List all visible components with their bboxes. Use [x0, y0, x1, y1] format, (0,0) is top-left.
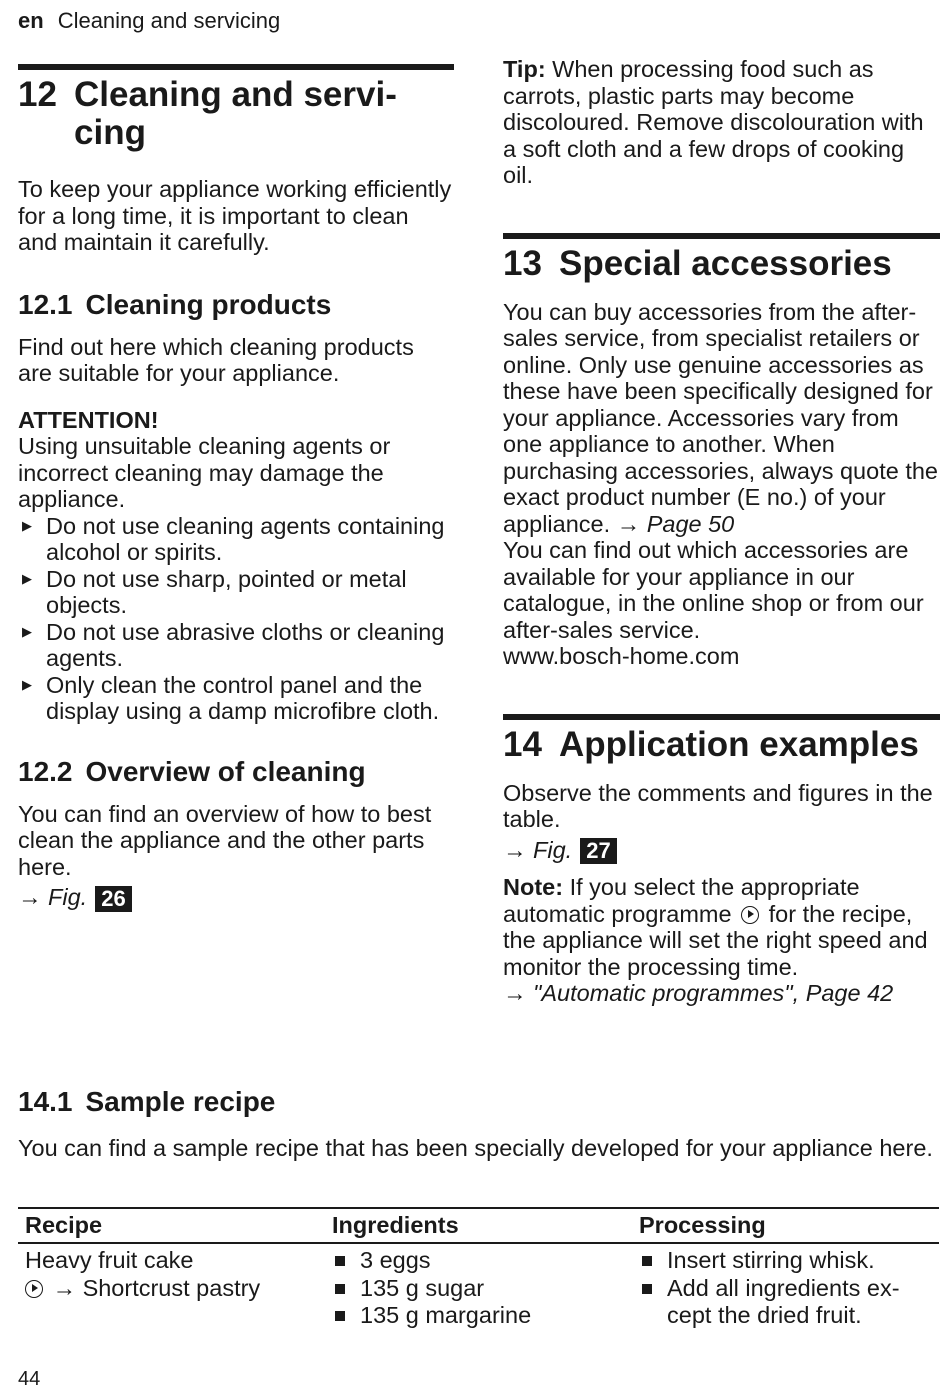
square-bullet-icon	[639, 1275, 667, 1330]
attention-bullet-list	[18, 513, 454, 725]
column-header-ingredients: Ingredients	[325, 1208, 632, 1243]
note-label: Note:	[503, 874, 564, 901]
figure-reference-27[interactable]: → Fig. 27	[503, 837, 940, 865]
section-13-text-2: You can find out which accessories are available for your appliance in our catalogue, in the online shop or from our after-sales service.	[503, 537, 924, 643]
square-bullet-icon	[332, 1302, 360, 1330]
section-12-rule	[18, 64, 454, 70]
note-paragraph: Note: If you select the appropriate automatic programme for the recipe, the appliance will set the right speed and monitor the processing time.	[503, 874, 928, 980]
automatic-programmes-reference[interactable]: → "Automatic programmes", Page 42	[503, 980, 894, 1007]
arrow-right-icon: →	[503, 980, 527, 1007]
recipe-cell	[18, 1243, 325, 1333]
list-item: Add all ingredients except the dried fruit.	[639, 1275, 932, 1330]
website-url[interactable]: www.bosch-home.com	[503, 643, 740, 669]
square-bullet-icon	[332, 1247, 360, 1275]
section-13-rule	[503, 233, 940, 239]
page-number: 44	[18, 1368, 41, 1390]
list-item: ▶ Do not use sharp, pointed or metal objects.	[18, 566, 454, 619]
square-bullet-icon	[332, 1275, 360, 1303]
triangle-bullet-icon: ▶	[22, 570, 32, 586]
table-row	[18, 1243, 939, 1333]
list-item: ▶ Do not use cleaning agents containing alcohol or spirits.	[18, 513, 454, 566]
list-item: ▶ Do not use abrasive cloths or cleaning agents.	[18, 619, 454, 672]
section-12-heading	[18, 76, 454, 152]
section-13-heading: 13 Special accessories	[503, 243, 892, 283]
attention-text: Using unsuitable cleaning agents or incorrect cleaning may damage the appliance.	[18, 433, 391, 512]
tip-paragraph: Tip: When processing food such as carrots, plastic parts may become discoloured. Remove discolouration with a soft cloth and a few drops of cooking oil.	[503, 56, 924, 188]
automatic-programme-icon	[741, 906, 759, 924]
section-12-title: Cleaning and servi- cing	[74, 75, 397, 152]
page-reference-link[interactable]: Page 50	[646, 510, 735, 537]
automatic-programme-icon	[25, 1280, 43, 1298]
triangle-bullet-icon: ▶	[22, 676, 32, 692]
section-14-rule	[503, 714, 940, 720]
recipe-programme: → Shortcrust pastry	[25, 1275, 318, 1303]
ingredients-list	[332, 1247, 625, 1330]
right-column	[503, 56, 940, 1007]
square-bullet-icon	[639, 1247, 667, 1275]
processing-cell	[632, 1243, 939, 1333]
figure-reference-26[interactable]: → Fig. 26	[18, 884, 454, 912]
list-item: ▶ Only clean the control panel and the display using a damp microfibre cloth.	[18, 672, 454, 725]
list-item: 3 eggs	[332, 1247, 625, 1275]
figure-number-badge: 26	[95, 886, 131, 912]
section-12-number: 12	[18, 75, 57, 114]
arrow-right-icon: →	[52, 1274, 77, 1301]
list-item: Insert stirring whisk.	[639, 1247, 932, 1275]
subsection-12-1-text: Find out here which cleaning products are suitable for your appliance.	[18, 333, 414, 386]
recipe-name: Heavy fruit cake	[25, 1247, 194, 1273]
header-section-title: Cleaning and servicing	[57, 8, 281, 33]
ingredients-cell	[325, 1243, 632, 1333]
language-code: en	[18, 8, 44, 33]
column-header-recipe: Recipe	[18, 1208, 325, 1243]
subsection-14-1-text: You can find a sample recipe that has been specially developed for your appliance here.	[18, 1135, 933, 1161]
section-12-intro: To keep your appliance working efficiently for a long time, it is important to clean and maintain it carefully.	[18, 176, 452, 255]
recipe-table	[18, 1207, 939, 1333]
section-14-heading: 14 Application examples	[503, 724, 919, 764]
section-13-text: You can buy accessories from the after-sales service, from specialist retailers or online. Only use genuine accessories as these have been specifically designed for your appliance. Accessories vary from one appliance to another. When purchasing accessories, always quote the exact product number (E no.) of your appliance. → Page 50	[503, 298, 938, 537]
page-header	[18, 8, 280, 34]
section-14-text: Observe the comments and figures in the table.	[503, 779, 933, 832]
processing-list	[639, 1247, 932, 1330]
arrow-right-icon: →	[503, 836, 527, 863]
triangle-bullet-icon: ▶	[22, 623, 32, 639]
subsection-12-2-heading: 12.2 Overview of cleaning	[18, 755, 366, 787]
attention-label: ATTENTION!	[18, 406, 159, 433]
column-header-processing: Processing	[632, 1208, 939, 1243]
arrow-right-icon: →	[616, 510, 641, 537]
list-item: 135 g sugar	[332, 1275, 625, 1303]
left-column	[18, 64, 454, 912]
arrow-right-icon: →	[18, 884, 42, 910]
figure-number-badge: 27	[580, 838, 616, 864]
subsection-12-2-text: You can find an overview of how to best clean the appliance and the other parts here.	[18, 800, 432, 880]
tip-label: Tip:	[503, 56, 546, 82]
triangle-bullet-icon: ▶	[22, 517, 32, 533]
table-header-row	[18, 1208, 939, 1243]
subsection-12-1-heading: 12.1 Cleaning products	[18, 288, 332, 320]
subsection-14-1-heading: 14.1 Sample recipe	[18, 1086, 276, 1117]
list-item: 135 g margarine	[332, 1302, 625, 1330]
